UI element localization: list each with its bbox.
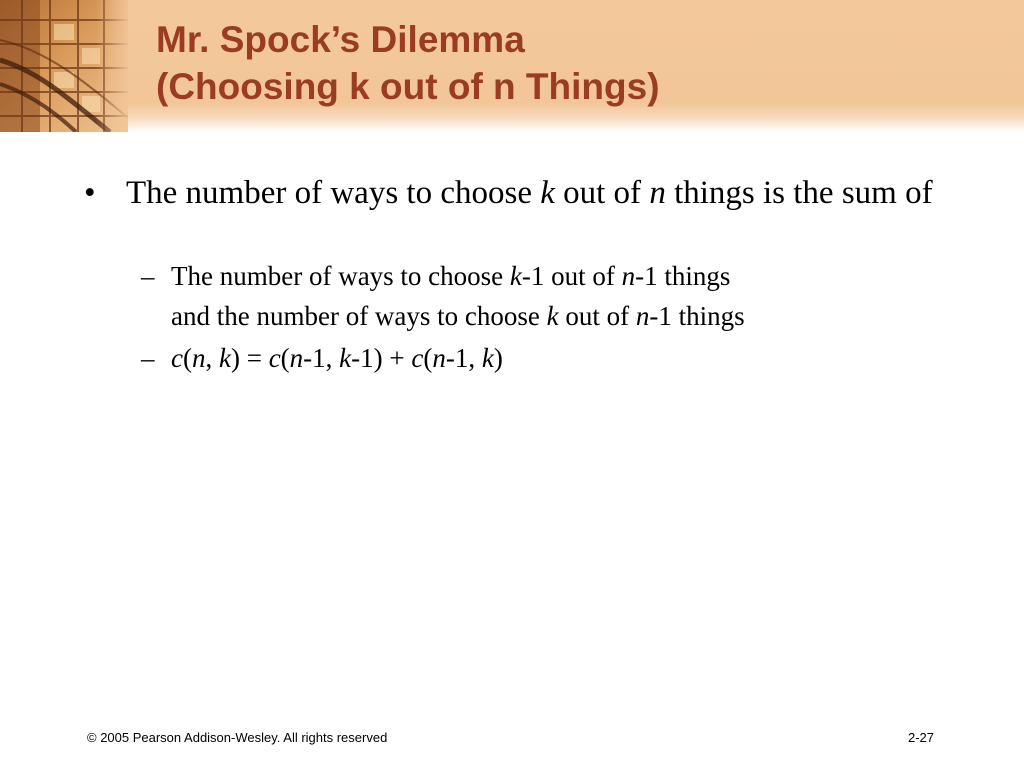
text-run: -1, bbox=[303, 343, 340, 373]
subbullet-marker: – bbox=[141, 261, 155, 291]
text-run: -1, bbox=[445, 343, 482, 373]
page-number: 2-27 bbox=[908, 730, 935, 745]
title-line-2: (Choosing k out of n Things) bbox=[156, 66, 660, 107]
text-run: -1 things bbox=[649, 301, 745, 331]
slide-title bbox=[156, 16, 660, 110]
text-run: out of bbox=[558, 301, 636, 331]
formula-text bbox=[171, 338, 961, 378]
text-run: -1) + bbox=[351, 343, 412, 373]
bullet-marker: • bbox=[84, 175, 96, 211]
subbullet-marker: – bbox=[141, 343, 155, 373]
building-photo-icon bbox=[0, 0, 128, 132]
variable-k: k bbox=[546, 301, 559, 331]
text-run: and the number of ways to choose bbox=[171, 301, 547, 331]
text-run: -1 out of bbox=[521, 261, 622, 291]
variable-n: n bbox=[432, 343, 446, 373]
text-run: -1 things bbox=[635, 261, 731, 291]
variable-n: n bbox=[635, 301, 650, 331]
variable-n: n bbox=[289, 343, 304, 373]
text-run: ) = bbox=[230, 343, 269, 373]
variable-n: n bbox=[621, 261, 636, 291]
subbullet-text bbox=[171, 256, 961, 336]
variable-k: k bbox=[509, 261, 522, 291]
text-run: ( bbox=[182, 343, 192, 373]
function-c: c bbox=[411, 343, 424, 373]
text-run: ( bbox=[280, 343, 290, 373]
variable-k: k bbox=[540, 175, 555, 211]
text-run: out of bbox=[554, 175, 650, 211]
variable-k: k bbox=[339, 343, 352, 373]
footer-copyright: © 2005 Pearson Addison-Wesley. All rights reserved bbox=[87, 730, 388, 745]
variable-n: n bbox=[191, 343, 206, 373]
subbullet-line bbox=[171, 296, 961, 336]
subbullet-line bbox=[171, 256, 961, 296]
text-run: ) bbox=[493, 343, 503, 373]
function-c: c bbox=[171, 343, 183, 373]
text-run: ( bbox=[423, 343, 433, 373]
variable-k: k bbox=[481, 343, 494, 373]
variable-k: k bbox=[218, 343, 231, 373]
function-c: c bbox=[268, 343, 281, 373]
title-line-1: Mr. Spock’s Dilemma bbox=[156, 19, 525, 60]
text-run: The number of ways to choose bbox=[171, 261, 510, 291]
text-run: , bbox=[205, 343, 219, 373]
text-run: things is the sum of bbox=[665, 175, 933, 211]
bullet-text bbox=[126, 174, 944, 212]
variable-n: n bbox=[649, 175, 666, 211]
text-run: The number of ways to choose bbox=[126, 175, 541, 211]
